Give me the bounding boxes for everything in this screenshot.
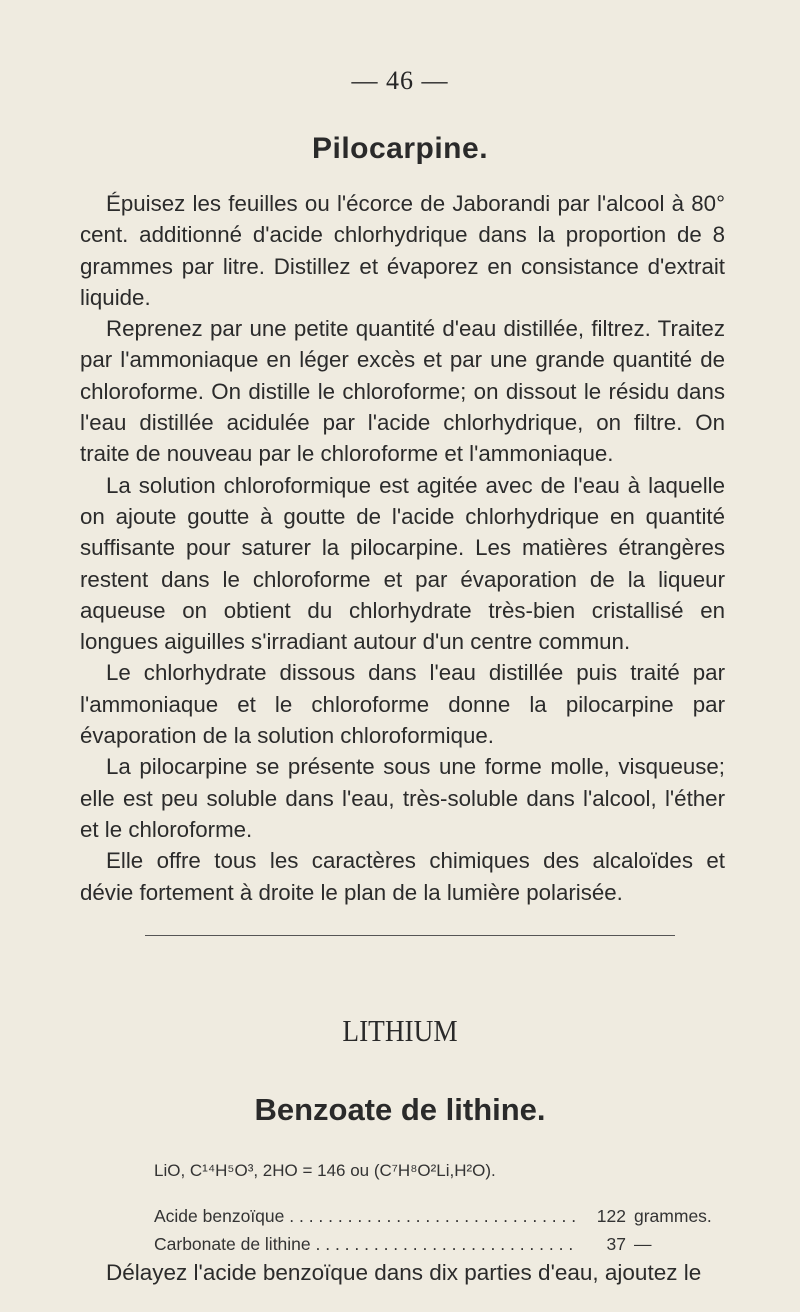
recipe-row xyxy=(154,1234,724,1262)
recipe-row xyxy=(154,1206,724,1234)
continuation-line: Délayez l'acide benzoïque dans dix parties d'eau, ajoutez le xyxy=(106,1260,702,1285)
ingredient-unit: grammes. xyxy=(634,1206,712,1226)
section-heading-pilocarpine: Pilocarpine. xyxy=(311,132,489,165)
ingredient-quantity: 37 xyxy=(606,1234,626,1254)
paragraph: Reprenez par une petite quantité d'eau distillée, filtrez. Traitez par l'ammoniaque en léger excès et par une grande quantité de chloroforme. On distille le chloroforme; on dissout le résidu dans l'eau distillée acidulée par l'acide chlorhydrique, on filtre. On traite de nouveau par le chloroforme et l'ammoniaque. xyxy=(80,316,725,467)
page-number: — 46 — xyxy=(351,66,449,95)
paragraph: Le chlorhydrate dissous dans l'eau distillée puis traité par l'ammoniaque et le chloroforme donne la pilocarpine par évaporation de la solution chloroformique. xyxy=(80,660,725,749)
chapter-title-lithium: LITHIUM xyxy=(342,1013,458,1048)
section-divider xyxy=(145,935,675,936)
body-text xyxy=(80,188,725,908)
paragraph: La solution chloroformique est agitée avec de l'eau à laquelle on ajoute goutte à goutte de l'acide chlorhydrique en quantité suffisante pour saturer la pilocarpine. Les matières étrangères restent dans le chloroforme et par évaporation de la liqueur aqueuse on obtient du chlorhydrate très-bien cristallisé en longues aiguilles s'irradiant autour d'un centre commun. xyxy=(80,472,725,655)
ingredient-unit: — xyxy=(634,1234,652,1254)
ingredient-name: Acide benzoïque . . . xyxy=(154,1206,578,1227)
chemical-formula: LiO, C¹⁴H⁵O³, 2HO = 146 ou (C⁷H⁸O²Li,H²O). xyxy=(154,1161,496,1180)
paragraph: La pilocarpine se présente sous une forme molle, visqueuse; elle est peu soluble dans l'eau, très-soluble dans l'alcool, l'éther et le chloroforme. xyxy=(80,754,725,842)
ingredient-name: Carbonate de lithine . . . xyxy=(154,1234,578,1255)
paragraph: Elle offre tous les caractères chimiques des alcaloïdes et dévie fortement à droite le plan de la lumière polarisée. xyxy=(80,848,725,905)
paragraph: Épuisez les feuilles ou l'écorce de Jaborandi par l'alcool à 80° cent. additionné d'acide chlorhydrique dans la proportion de 8 grammes par litre. Distillez et évaporez en consistance d'extrait liquide. xyxy=(80,191,725,310)
ingredient-quantity: 122 xyxy=(596,1206,626,1226)
section-heading-benzoate: Benzoate de lithine. xyxy=(254,1092,546,1127)
recipe-list xyxy=(154,1206,724,1262)
